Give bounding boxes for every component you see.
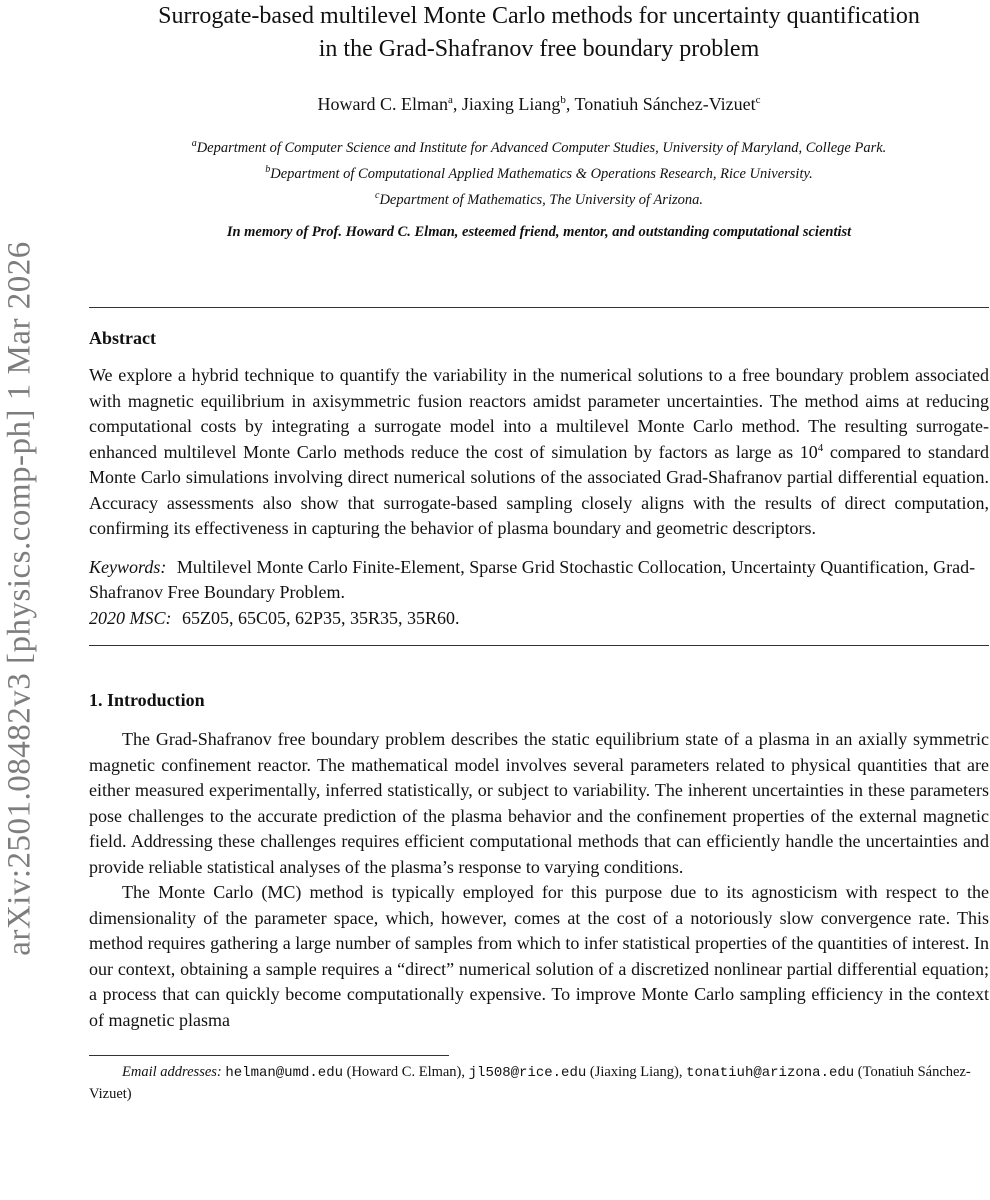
author-mark: a [447, 94, 453, 106]
author-name: Tonatiuh Sánchez-Vizuet [574, 94, 756, 114]
affiliations [89, 133, 989, 210]
footnote-rule [89, 1055, 449, 1056]
paper-title [89, 0, 989, 66]
paper-page [89, 0, 989, 1105]
arxiv-stamp: arXiv:2501.08482v3 [physics.comp-ph] 1 Mar 2026 [1, 241, 38, 956]
abstract-heading: Abstract [89, 328, 156, 349]
keywords [89, 555, 989, 606]
abstract-text-part: compared to standard Monte Carlo simulations involving direct numerical solutions of the associated Grad-Shafranov partial differential equation. Accuracy assessments also show that surrogate-based sampling closely aligns with the results of direct computation, confirming its effectiveness in capturing the behavior of plasma boundary and geometric descriptors. [89, 441, 989, 539]
memorial-dedication: In memory of Prof. Howard C. Elman, esteemed friend, mentor, and outstanding computational scientist [226, 224, 852, 241]
title-line-1: Surrogate-based multilevel Monte Carlo methods for uncertainty quantification [158, 3, 920, 29]
affiliation-text: Department of Mathematics, The University of Arizona. [379, 191, 703, 208]
email-link[interactable]: tonatiuh@arizona.edu [686, 1065, 855, 1082]
author-list: Howard C. Elman$^a$, Jiaxing Liang$^b$, Tonatiuh Sánchez-Vizuet$^c$ [317, 94, 761, 114]
msc-label: 2020 MSC: [89, 607, 172, 628]
msc-text: 65Z05, 65C05, 62P35, 35R35, 35R60. [182, 607, 460, 628]
affiliation-text: Department of Computer Science and Institute for Advanced Computer Studies, University of Maryland, College Park. [196, 139, 887, 156]
affiliation-mark: b [265, 163, 271, 175]
email-link[interactable]: helman@umd.edu [225, 1065, 343, 1082]
affiliation [89, 133, 989, 159]
footnote-emails [89, 1062, 989, 1105]
abstract-exponent: 4 [817, 441, 824, 454]
intro-paragraph-1: The Grad-Shafranov free boundary problem describes the static equilibrium state of a plasma in an axially symmetric magnetic confinement reactor. The mathematical model involves several parameters related to physical quantities that are either measured experimentally, inferred statistically, or subject to variability. The inherent uncertainties in these parameters pose challenges to the accurate prediction of the plasma behavior and the confinement properties of the external magnetic field. Addressing these challenges requires efficient computational methods that can efficiently handle the uncertainties and provide reliable statistical analyses of the plasma’s response to varying conditions. [89, 729, 989, 877]
section-heading-introduction: 1. Introduction [89, 690, 205, 711]
author-name: Jiaxing Liang [461, 94, 561, 114]
affiliation [89, 185, 989, 211]
abstract-text-part: We explore a hybrid technique to quantify the variability in the numerical solutions to a free boundary problem associated with magnetic equilibrium in axisymmetric fusion reactors amidst parameter uncertainties. The method aims at reducing computational costs by integrating a surrogate model into a multilevel Monte Carlo method. The resulting surrogate-enhanced multilevel Monte Carlo methods reduce the cost of simulation by factors as large as 10 [89, 365, 989, 462]
affiliation-mark: c [375, 189, 380, 201]
title-line-2: in the Grad-Shafranov free boundary problem [318, 36, 760, 62]
email-owner: (Tonatiuh Sánchez-Vizuet) [89, 1064, 971, 1103]
affiliation [89, 159, 989, 185]
keywords-text: Multilevel Monte Carlo Finite-Element, Sparse Grid Stochastic Collocation, Uncertainty Quantification, Grad-Shafranov Free Boundary Problem. [89, 556, 976, 603]
email-link[interactable]: jl508@rice.edu [468, 1065, 587, 1082]
email-owner: (Jiaxing Liang), [589, 1064, 683, 1081]
affiliation-text: Department of Computational Applied Mathematics & Operations Research, Rice University. [270, 165, 813, 182]
footnote-label: Email addresses: [122, 1064, 222, 1081]
msc-codes [89, 606, 989, 632]
author-mark: b [560, 94, 566, 106]
email-owner: (Howard C. Elman), [346, 1064, 466, 1081]
abstract-text [89, 363, 989, 542]
divider [89, 307, 989, 308]
affiliation-mark: a [191, 138, 197, 149]
divider [89, 645, 989, 646]
author-mark: c [755, 94, 761, 106]
keywords-label: Keywords: [89, 556, 167, 577]
author-name: Howard C. Elman [317, 94, 448, 114]
intro-paragraph-2: The Monte Carlo (MC) method is typically employed for this purpose due to its agnosticism with respect to the dimensionality of the parameter space, which, however, comes at the cost of a notoriously slow convergence rate. This method requires gathering a large number of samples from which to infer statistical properties of the quantities of interest. In our context, obtaining a sample requires a “direct” numerical solution of a discretized nonlinear partial differential equation; a process that can quickly become computationally expensive. To improve Monte Carlo sampling efficiency in the context of magnetic plasma [89, 882, 989, 1030]
